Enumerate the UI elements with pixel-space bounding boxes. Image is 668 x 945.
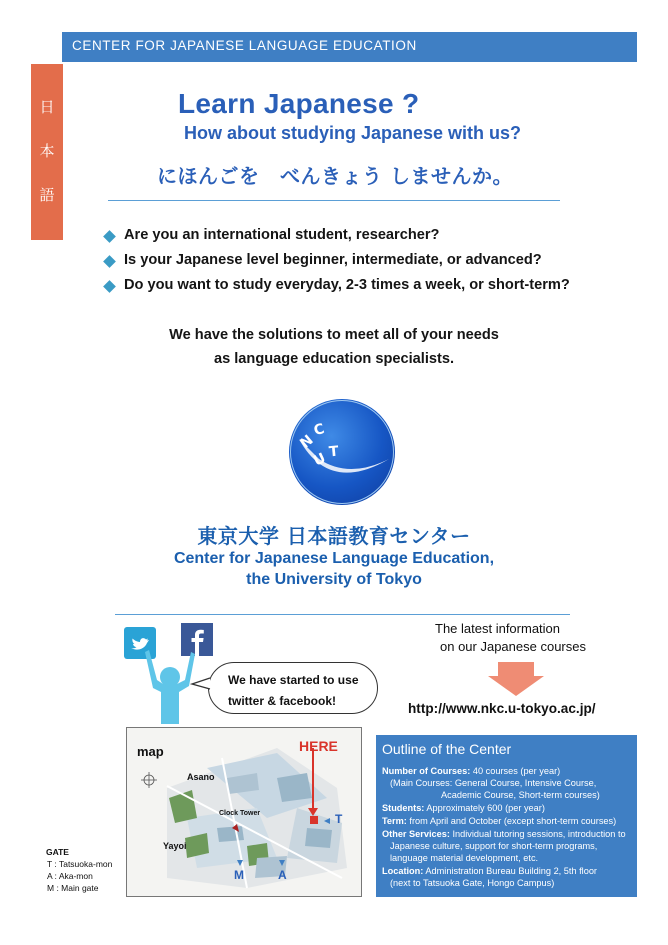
services-label: Other Services: <box>382 829 450 839</box>
banner-title: CENTER FOR JAPANESE LANGUAGE EDUCATION <box>72 38 417 53</box>
logo-ring <box>290 400 394 504</box>
students-value: Approximately 600 (per year) <box>426 803 545 813</box>
speech-line-2: twitter & facebook! <box>228 694 337 708</box>
outline-services-2: Japanese culture, support for short-term programs, <box>390 841 598 851</box>
side-char-1: 日 <box>39 98 55 116</box>
map-gate-t: T <box>335 812 343 826</box>
bullet-item: Is your Japanese level beginner, intermediate, or advanced? <box>124 252 542 268</box>
solutions-line-2: as language education specialists. <box>213 351 455 367</box>
outline-term <box>382 816 616 827</box>
map-here-label: HERE <box>299 738 338 754</box>
outline-title: Outline of the Center <box>382 741 512 757</box>
side-char-2: 本 <box>39 142 55 160</box>
location-value: Administration Bureau Building 2, 5th floor <box>425 866 597 876</box>
map-asano-label: Asano <box>187 772 215 782</box>
gate-legend-a: A : Aka-mon <box>47 871 93 881</box>
outline-students <box>382 803 545 814</box>
map-clock-tower-label: Clock Tower <box>219 810 261 817</box>
outline-courses-main: (Main Courses: General Course, Intensive Course, <box>390 778 597 788</box>
org-name-japanese: 東京大学 日本語教育センター <box>197 524 471 548</box>
headline-title: Learn Japanese ? <box>178 88 420 119</box>
term-label: Term: <box>382 816 407 826</box>
logo-letter-t: T <box>328 443 340 461</box>
map-gate-a: A <box>278 868 287 882</box>
info-line-1: The latest information <box>435 621 561 636</box>
speech-line-1: We have started to use <box>228 673 359 687</box>
gate-legend-title: GATE <box>46 847 69 857</box>
students-label: Students: <box>382 803 425 813</box>
outline-location <box>382 866 597 877</box>
diamond-bullet-icon <box>103 230 116 243</box>
solutions-line-1: We have the solutions to meet all of your needs <box>169 327 499 343</box>
info-line-2: on our Japanese courses <box>440 639 586 654</box>
down-arrow-icon <box>488 662 544 696</box>
campus-map <box>126 727 362 897</box>
website-link[interactable]: http://www.nkc.u-tokyo.ac.jp/ <box>408 701 596 716</box>
courses-value: 40 courses (per year) <box>472 766 561 776</box>
side-char-3: 語 <box>39 186 55 204</box>
headline-subtitle: How about studying Japanese with us? <box>184 123 522 143</box>
headline-japanese: にほんごを べんきょう しませんか。 <box>157 164 513 188</box>
org-name-english-2: the University of Tokyo <box>246 571 422 588</box>
org-name-english-1: Center for Japanese Language Education, <box>173 550 495 567</box>
logo-letter-c: C <box>312 420 327 440</box>
bullet-item: Do you want to study everyday, 2-3 times a week, or short-term? <box>124 277 570 293</box>
divider-bottom <box>115 614 570 615</box>
services-value: Individual tutoring sessions, introduction to <box>452 829 626 839</box>
location-label: Location: <box>382 866 424 876</box>
speech-tail <box>190 676 212 692</box>
outline-services <box>382 829 626 840</box>
bullet-item: Are you an international student, researcher? <box>124 227 440 243</box>
outline-services-3: language material development, etc. <box>390 853 539 863</box>
logo-letter-n: N <box>297 432 317 452</box>
gate-legend-m: M : Main gate <box>47 883 99 893</box>
divider-top <box>108 200 560 201</box>
gate-legend-t: T : Tatsuoka-mon <box>47 859 113 869</box>
map-yayoi-label: Yayoi <box>163 841 187 851</box>
map-label: map <box>137 744 164 759</box>
outline-location-2: (next to Tatsuoka Gate, Hongo Campus) <box>390 878 555 888</box>
logo-letter-u: U <box>311 450 329 470</box>
outline-courses-main-2: Academic Course, Short-term courses) <box>441 790 600 800</box>
map-gate-m: M <box>234 868 244 882</box>
diamond-bullet-icon <box>103 255 116 268</box>
outline-courses <box>382 766 560 777</box>
courses-label: Number of Courses: <box>382 766 471 776</box>
term-value: from April and October (except short-term courses) <box>409 816 617 826</box>
diamond-bullet-icon <box>103 280 116 293</box>
